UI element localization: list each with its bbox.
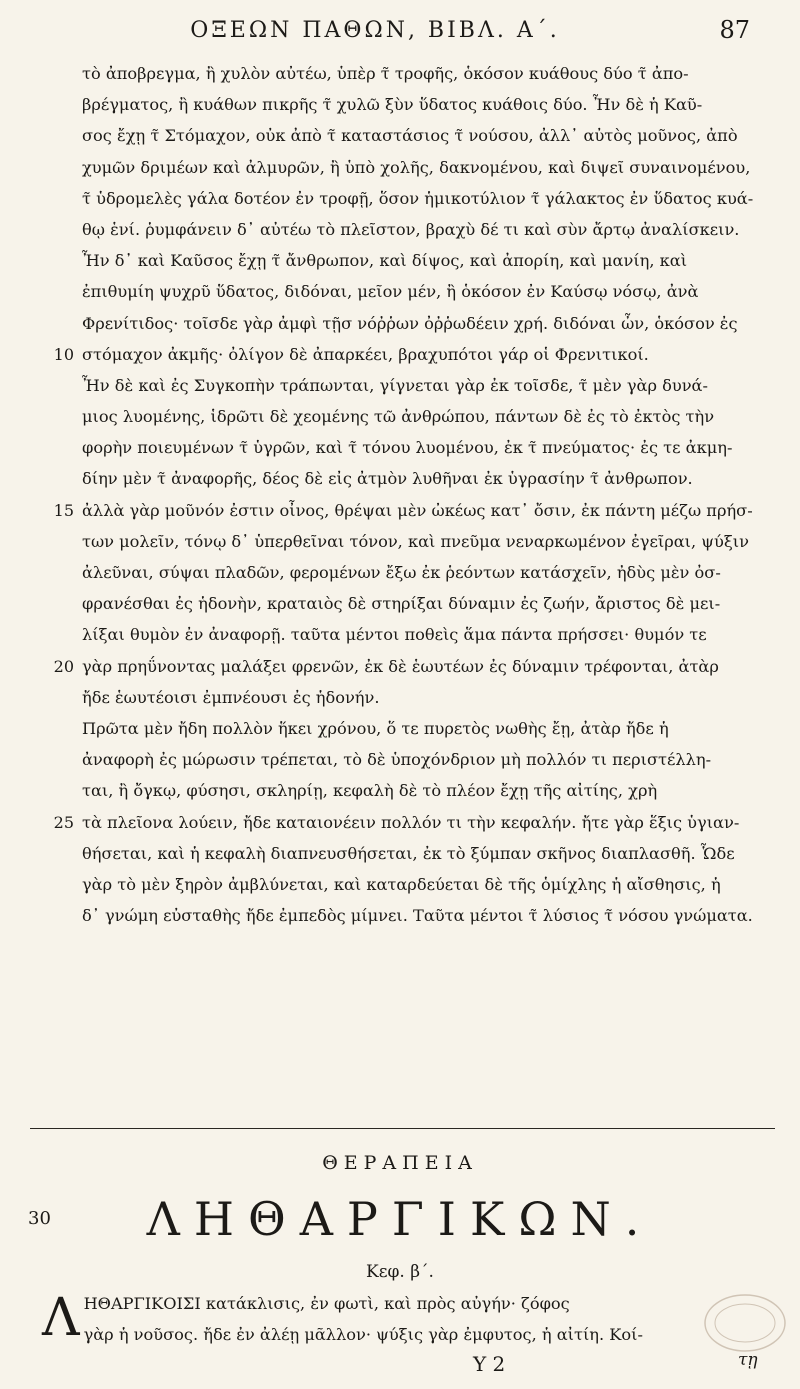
text-line: [82, 588, 772, 619]
line-text: Ἦν δὲ καὶ ἐς Συγκοπὴν τράπωνται, γίγνεται γὰρ ἐκ τοῖσδε, τ̃ μὲν γὰρ δυνά-: [82, 375, 708, 395]
text-line: [82, 619, 772, 650]
text-line: [82, 463, 772, 494]
text-line: [82, 557, 772, 588]
line-text: γὰρ πρηΰνοντας μαλάξει φρενῶν, ἐκ δὲ ἑωυτέων ἐς δύναμιν τρέφονται, ἀτὰρ: [82, 656, 719, 676]
text-line: [82, 713, 772, 744]
line-text: Ἦν δ᾽ καὶ Καῦσος ἔχῃ τ̃ ἄνθρωπον, καὶ δίψος, καὶ ἀπορίη, καὶ μανίη, καὶ: [82, 251, 688, 271]
running-head: ΟΞΕΩΝ ΠΑΘΩΝ, ΒΙΒΛ. Α΄.: [190, 18, 560, 43]
text-line: [82, 526, 772, 557]
text-line: [82, 276, 772, 307]
text-line: [82, 744, 772, 775]
drop-cap: Λ: [42, 1288, 80, 1348]
text-line: [53, 651, 772, 682]
section-title-wrap: [0, 1192, 800, 1246]
chapter-heading: Κεφ. β΄.: [366, 1262, 434, 1282]
line-number: 15: [53, 500, 74, 520]
text-line: [82, 682, 772, 713]
text-line: [82, 370, 772, 401]
line-text: χυμῶν δριμέων καὶ ἀλμυρῶν, ἢ ὑπὸ χολῆς, δακνομένου, καὶ διψεῖ συναινομένου,: [82, 157, 751, 177]
text-line: [82, 89, 772, 120]
text-line: γὰρ ἡ νοῦσος. ἤδε ἐν ἀλέῃ μᾶλλον· ψύξις γὰρ ἐμφυτος, ἡ αἰτίη. Κοί-: [83, 1325, 643, 1344]
text-line: [82, 869, 772, 900]
text-line: [53, 495, 772, 526]
line-text: ἤδε ἑωυτέοισι ἐμπνέουσι ἐς ἡδονήν.: [82, 687, 380, 707]
line-text: φορὴν ποιευμένων τ̃ ὑγρῶν, καὶ τ̃ τόνου λυομένου, ἐκ τ̃ πνεύματος· ἐς τε ἀκμη-: [82, 438, 733, 458]
text-line: [53, 807, 772, 838]
text-line: [82, 214, 772, 245]
line-text: σος ἔχῃ τ̃ Στόμαχον, οὐκ ἀπὸ τ̃ καταστάσιος τ̃ νούσου, ἀλλ᾽ αὐτὸς μοῦνος, ἀπὸ: [82, 126, 738, 146]
line-text: λίξαι θυμὸν ἐν ἀναφορῇ. ταῦτα μέντοι ποθεὶς ἅμα πάντα πρήσσει· θυμόν τε: [82, 625, 707, 645]
line-text: θῳ ἑνί. ῥυμφάνειν δ᾽ αὐτέω τὸ πλεῖστον, βραχὺ δέ τι καὶ σὺν ἄρτῳ ἀναλίσκειν.: [82, 219, 740, 239]
line-text: μιος λυομένης, ἱδρῶτι δὲ χεομένης τῶ ἀνθρώπου, πάντων δὲ ἐς τὸ ἐκτὸς τὴν: [82, 407, 715, 427]
section-divider: [30, 1128, 775, 1129]
margin-line-number: 30: [28, 1208, 51, 1229]
text-line: [82, 308, 772, 339]
text-line: [82, 245, 772, 276]
text-line: [82, 838, 772, 869]
text-line: [82, 432, 772, 463]
text-line: [82, 152, 772, 183]
main-text-block: [53, 58, 772, 931]
text-line: [53, 339, 772, 370]
line-text: δ᾽ γνώμη εὐσταθὴς ἤδε ἐμπεδὸς μίμνει. Ταῦτα μέντοι τ̃ λύσιος τ̃ νόσου γνώματα.: [82, 906, 753, 926]
catchword: τῃ: [738, 1350, 758, 1370]
signature-mark: Υ 2: [473, 1352, 506, 1376]
line-text: στόμαχον ἀκμῆς· ὀλίγον δὲ ἀπαρκέει, βραχυπότοι γάρ οἱ Φρενιτικοί.: [82, 344, 649, 364]
chapter-opening-text: [42, 1288, 750, 1350]
library-stamp: [700, 1288, 790, 1358]
line-text: ἀλεῦναι, σύψαι πλαδῶν, φερομένων ἔξω ἐκ ῥεόντων κατάσχεῖν, ἠδὺς μὲν ὀσ-: [82, 563, 721, 582]
line-text: Φρενίτιδος· τοῖσδε γὰρ ἀμφὶ τῇσ νόῤῥων ὀῤῥωδέειν χρή. διδόναι ὦν, ὁκόσον ἐς: [82, 313, 738, 333]
text-line: [82, 401, 772, 432]
line-text: γὰρ τὸ μὲν ξηρὸν ἀμβλύνεται, καὶ καταρδεύεται δὲ τῆς ὁμίχλης ἡ αἴσθησις, ἡ: [82, 874, 721, 894]
line-number: 25: [53, 812, 74, 832]
text-line: [82, 58, 772, 89]
line-text: τ̃ ὑδρομελὲς γάλα δοτέον ἐν τροφῇ, ὅσον ἡμικοτύλιον τ̃ γάλακτος ἐν ὕδατος κυά-: [82, 188, 754, 208]
line-text: ται, ἢ ὄγκῳ, φύσησι, σκληρίῃ, κεφαλὴ δὲ τὸ πλέον ἔχῃ τῆς αἰτίης, χρὴ: [82, 781, 658, 801]
line-number: 10: [53, 344, 74, 364]
line-text: των μολεῖν, τόνῳ δ᾽ ὑπερθεῖναι τόνον, καὶ πνεῦμα νεναρκωμένον ἐγεῖραι, ψύξιν: [82, 531, 749, 551]
line-text: φρανέσθαι ἐς ἡδονὴν, κραταιὸς δὲ στηρίξαι δύναμιν ἐς ζωήν, ἄριστος δὲ μει-: [82, 594, 721, 614]
text-line: [82, 775, 772, 806]
line-text: ἀναφορὴ ἐς μώρωσιν τρέπεται, τὸ δὲ ὑποχόνδριον μὴ πολλόν τι περιστέλλη-: [82, 750, 712, 770]
line-text: ἐπιθυμίη ψυχρῦ ὕδατος, διδόναι, μεῖον μέν, ἢ ὁκόσον ἐν Καύσῳ νόσῳ, ἀνὰ: [82, 282, 699, 302]
line-text: Πρῶτα μὲν ἤδη πολλὸν ἥκει χρόνου, ὅ τε πυρετὸς νωθὴς ἔῃ, ἀτὰρ ἤδε ἡ: [82, 718, 669, 738]
line-number: 20: [53, 656, 74, 676]
line-text: δίην μὲν τ̃ ἀναφορῆς, δέος δὲ εἰς ἀτμὸν λυθῆναι ἐκ ὑγρασίην τ̃ ἀνθρωπον.: [82, 469, 693, 489]
line-text: βρέγματος, ἢ κυάθων πικρῆς τ̃ χυλῶ ξὺν ὕδατος κυάθοις δύο. Ἦν δὲ ἡ Καῦ-: [82, 95, 703, 115]
line-text: τὸ ἀποβρεγμα, ἢ χυλὸν αὐτέω, ὑπὲρ τ̃ τροφῆς, ὁκόσον κυάθους δύο τ̃ ἀπο-: [82, 64, 689, 83]
text-line: [82, 183, 772, 214]
section-subtitle: ΘΕΡΑΠΕΙΑ: [322, 1152, 478, 1174]
text-line: ΗΘΑΡΓΙΚΟΙΣΙ κατάκλισις, ἐν φωτὶ, καὶ πρὸς αὐγήν· ζόφος: [83, 1294, 570, 1313]
page-number: 87: [719, 16, 750, 44]
line-text: θήσεται, καὶ ἡ κεφαλὴ διαπνευσθήσεται, ἐκ τὸ ξύμπαν σκῆνος διαπλασθῆ. Ὧδε: [82, 843, 735, 863]
page-header: [60, 14, 750, 48]
line-text: ἀλλὰ γὰρ μοῦνόν ἐστιν οἶνος, θρέψαι μὲν ὠκέως κατ᾽ ὄσιν, ἐκ πάντη μέζω πρήσ-: [82, 500, 753, 520]
text-line: [82, 120, 772, 151]
section-title: ΛΗΘΑΡΓΙΚΩΝ.: [146, 1192, 654, 1246]
text-line: [82, 900, 772, 931]
line-text: τὰ πλεῖονα λούειν, ἤδε καταιονέειν πολλόν τι τὴν κεφαλήν. ἤτε γὰρ ἕξις ὑγιαν-: [82, 812, 740, 832]
